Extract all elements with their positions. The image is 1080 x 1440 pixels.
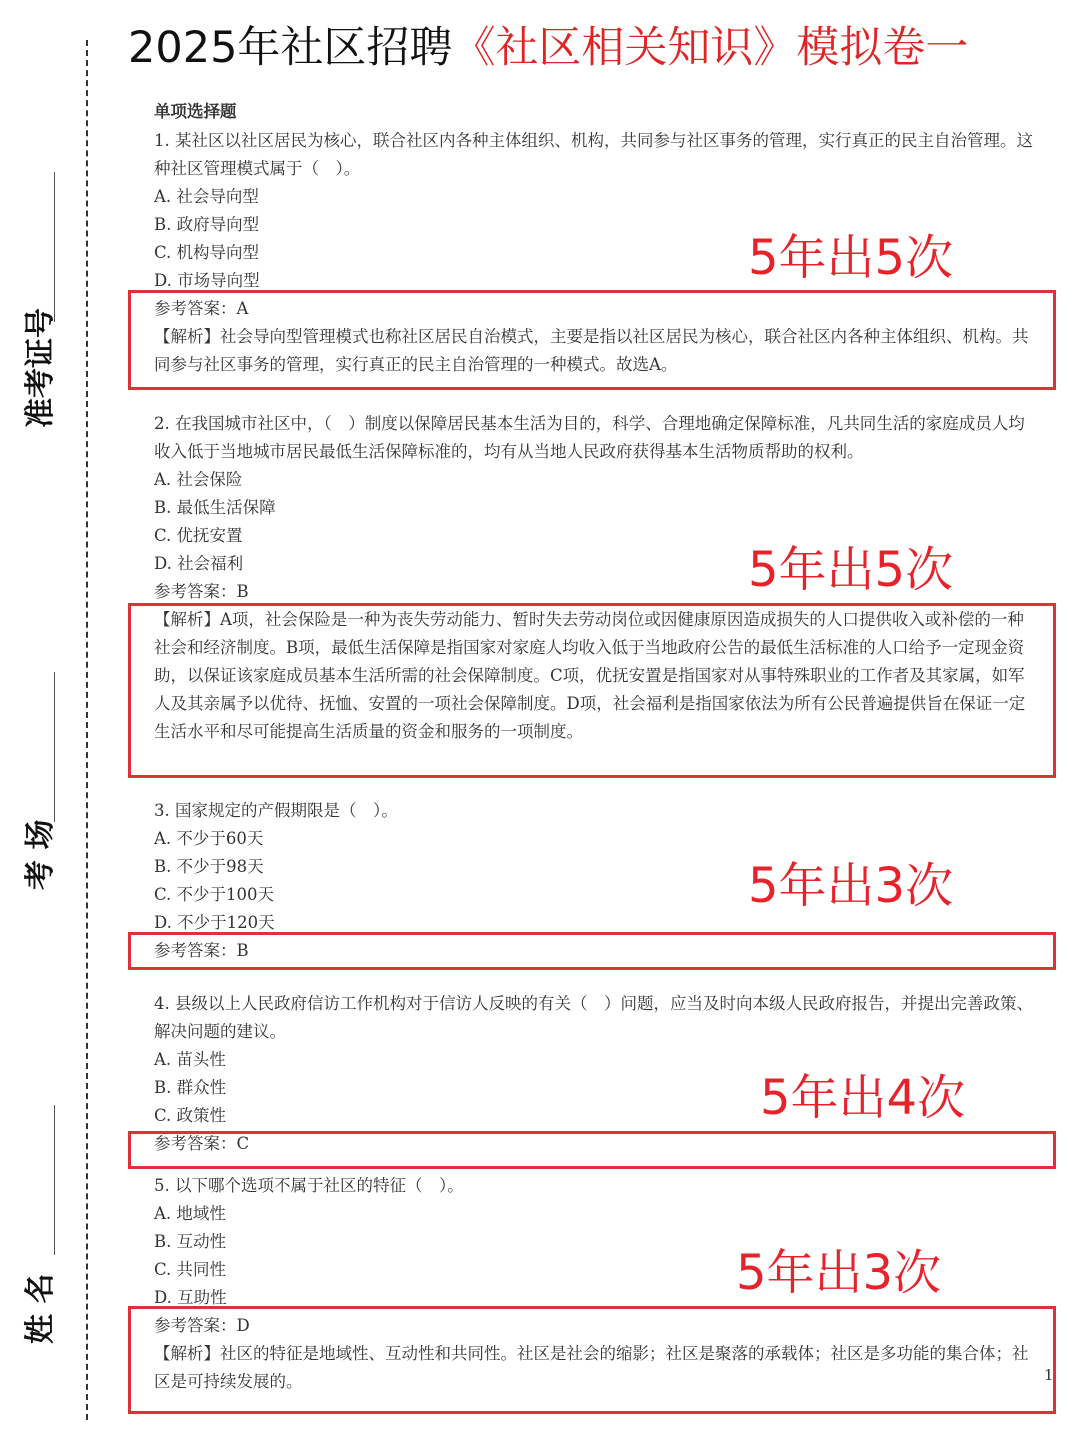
option: C. 政策性 [154, 1106, 227, 1125]
question-stem: 1. 某社区以社区居民为核心，联合社区内各种主体组织、机构，共同参与社区事务的管理，实行真正的民主自治管理。这种社区管理模式属于（ ）。 [154, 131, 1033, 178]
analysis-text: 社区的特征是地域性、互动性和共同性。社区是社会的缩影；社区是聚落的承载体；社区是多功能的集合体；社区是可持续发展的。 [154, 1344, 1029, 1391]
analysis-text: A项，社会保险是一种为丧失劳动能力、暂时失去劳动岗位或因健康原因造成损失的人口提供收入或补偿的一种社会和经济制度。B项，最低生活保障是指国家对家庭人均收入低于当地政府公告的最低生活标准的人口给予一定现金资助，以保证该家庭成员基本生活所需的社会保障制度。C项，优抚安置是指国家对从事特殊职业的工作者及其家属，如军人及其亲属予以优待、抚恤、安置的一项社会保障制度。D项，社会福利是指国家依法为所有公民普遍提供旨在保证一定生活水平和尽可能提高生活质量的资金和服务的一项制度。 [154, 610, 1026, 741]
binding-margin [0, 0, 100, 1440]
frequency-note: 5年出5次 [748, 230, 954, 286]
question-stem: 5. 以下哪个选项不属于社区的特征（ ）。 [154, 1176, 464, 1195]
option: C. 共同性 [154, 1260, 227, 1279]
answer: 参考答案：B [154, 941, 249, 960]
answer-highlight-box [128, 932, 1056, 970]
option: D. 不少于120天 [154, 913, 275, 932]
answer-highlight-box [128, 290, 1056, 390]
page-number: 1 [1044, 1366, 1054, 1384]
exam-room-label: 考 场 [23, 819, 58, 890]
exam-id-label: 准考证号 [23, 308, 58, 428]
title-prefix: 2025年社区招聘 [128, 23, 453, 73]
option: A. 社会保险 [154, 470, 243, 489]
analysis-tag: 【解析】 [154, 1344, 220, 1363]
answer: 参考答案：A [154, 299, 249, 318]
answer-highlight-box [128, 603, 1056, 778]
answer: 参考答案：C [154, 1134, 250, 1153]
option: C. 机构导向型 [154, 243, 260, 262]
page-title [128, 18, 1073, 78]
analysis-text: 社会导向型管理模式也称社区居民自治模式，主要是指以社区居民为核心，联合社区内各种主体组织、机构。共同参与社区事务的管理，实行真正的民主自治管理的一种模式。故选A。 [154, 327, 1029, 374]
option: A. 苗头性 [154, 1050, 226, 1069]
exam-id-underline [54, 172, 55, 322]
option: A. 不少于60天 [154, 829, 264, 848]
frequency-note: 5年出4次 [760, 1070, 966, 1126]
frequency-note: 5年出3次 [748, 858, 954, 914]
option: D. 市场导向型 [154, 271, 260, 290]
option: B. 政府导向型 [154, 215, 260, 234]
option: B. 群众性 [154, 1078, 227, 1097]
option: A. 地域性 [154, 1204, 226, 1223]
answer: 参考答案：D [154, 1316, 250, 1335]
question-stem: 2. 在我国城市社区中，（ ）制度以保障居民基本生活为目的，科学、合理地确定保障标准，凡共同生活的家庭成员人均收入低于当地城市居民最低生活保障标准的，均有从当地人民政府获得基本生活物质帮助的权利。 [154, 414, 1025, 461]
option: D. 互助性 [154, 1288, 227, 1307]
analysis-tag: 【解析】 [154, 610, 220, 629]
name-label: 姓 名 [23, 1273, 58, 1344]
answer: 参考答案：B [154, 582, 249, 601]
name-underline [54, 1105, 55, 1255]
title-highlight: 《社区相关知识》模拟卷一 [452, 23, 969, 73]
answer-highlight-box [128, 1306, 1056, 1414]
frequency-note: 5年出3次 [736, 1245, 942, 1301]
option: D. 社会福利 [154, 554, 244, 573]
question-stem: 3. 国家规定的产假期限是（ ）。 [154, 801, 398, 820]
option: B. 最低生活保障 [154, 498, 276, 517]
analysis-tag: 【解析】 [154, 327, 220, 346]
answer-highlight-box [128, 1131, 1056, 1169]
frequency-note: 5年出5次 [748, 542, 954, 598]
exam-room-underline [54, 672, 55, 822]
option: C. 优抚安置 [154, 526, 243, 545]
option: C. 不少于100天 [154, 885, 275, 904]
cut-line [86, 40, 88, 1420]
section-title: 单项选择题 [154, 102, 237, 121]
option: B. 不少于98天 [154, 857, 264, 876]
option: A. 社会导向型 [154, 187, 259, 206]
option: B. 互动性 [154, 1232, 227, 1251]
question-stem: 4. 县级以上人民政府信访工作机构对于信访人反映的有关（ ）问题，应当及时向本级人民政府报告，并提出完善政策、解决问题的建议。 [154, 994, 1033, 1041]
